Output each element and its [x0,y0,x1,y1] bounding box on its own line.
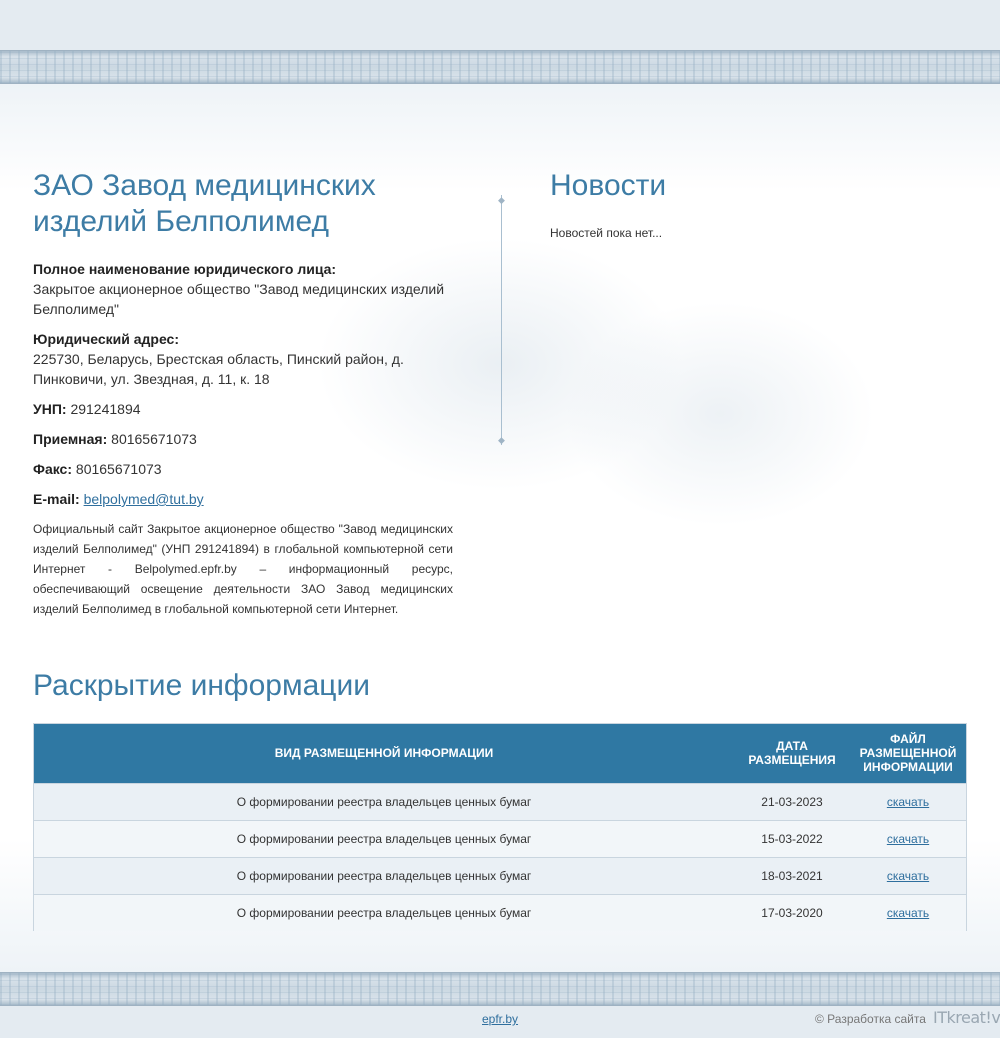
header-file: ФАЙЛ РАЗМЕЩЕННОЙ ИНФОРМАЦИИ [850,724,966,783]
disclosure-table-wrapper [33,723,967,931]
unp-value: 291241894 [70,401,141,417]
table-row [34,857,966,894]
row-date: 15-03-2022 [734,820,850,857]
table-row [34,783,966,820]
fullname-value: Закрытое акционерное общество "Завод медицинских изделий Белполимед" [33,281,445,317]
row-file-cell [850,783,966,820]
disclosure-title: Раскрытие информации [33,669,370,702]
fullname-label: Полное наименование юридического лица: [33,261,337,277]
fax-value: 80165671073 [75,461,162,477]
address-label: Юридический адрес: [33,331,179,347]
header-date: ДАТА РАЗМЕЩЕНИЯ [734,724,850,783]
download-link[interactable]: скачать [886,794,930,809]
reception-label: Приемная: [33,431,108,447]
news-empty-text: Новостей пока нет... [550,226,663,240]
table-row [34,894,966,931]
table-header-row [34,724,966,783]
row-info-type: О формировании реестра владельцев ценных бумаг [34,894,734,931]
footer-site-link[interactable]: epfr.by [482,1012,519,1026]
column-divider [501,195,502,445]
company-address [33,329,453,389]
developer-credit: © Разработка сайта [815,1012,926,1026]
divider-bottom-ornament-icon: ◆ [498,435,505,445]
row-file-cell [850,857,966,894]
company-fullname [33,259,453,319]
divider-top-ornament-icon: ◆ [498,195,505,205]
row-date: 17-03-2020 [734,894,850,931]
download-link[interactable]: скачать [886,905,930,920]
header-ornament-band [0,50,1000,84]
disclosure-table [34,724,966,931]
company-reception [33,429,453,449]
email-label: E-mail: [33,491,80,507]
company-title: ЗАО Завод медицинских изделий Белполимед [33,169,376,238]
row-file-cell [850,894,966,931]
row-file-cell [850,820,966,857]
row-info-type: О формировании реестра владельцев ценных бумаг [34,857,734,894]
reception-value: 80165671073 [111,431,197,447]
download-link[interactable]: скачать [886,868,930,883]
top-band [0,0,1000,50]
header-info-type: ВИД РАЗМЕЩЕННОЙ ИНФОРМАЦИИ [34,724,734,783]
fax-label: Факс: [33,461,73,477]
row-date: 21-03-2023 [734,783,850,820]
email-link[interactable]: belpolymed@tut.by [83,491,204,507]
table-row [34,820,966,857]
row-info-type: О формировании реестра владельцев ценных бумаг [34,783,734,820]
footer-ornament-band [0,972,1000,1006]
company-email [33,489,453,509]
download-link[interactable]: скачать [886,831,930,846]
row-info-type: О формировании реестра владельцев ценных бумаг [34,820,734,857]
unp-label: УНП: [33,401,67,417]
company-unp [33,399,453,419]
site-description: Официальный сайт Закрытое акционерное общество "Завод медицинских изделий Белполимед" (УНП 291241894) в глобальной компьютерной сети Интернет - Belpolymed.epfr.by – информационный ресурс, обеспечивающий освещение деятельности ЗАО Завод медицинских изделий Белполимед в глобальной компьютерной сети Интернет. [33,522,453,616]
developer-logo[interactable]: ITkreat!v [933,1008,1000,1027]
company-fax [33,459,453,479]
row-date: 18-03-2021 [734,857,850,894]
address-value: 225730, Беларусь, Брестская область, Пинский район, д. Пинковичи, ул. Звездная, д. 11, к. 18 [33,351,404,387]
news-title: Новости [550,169,667,202]
